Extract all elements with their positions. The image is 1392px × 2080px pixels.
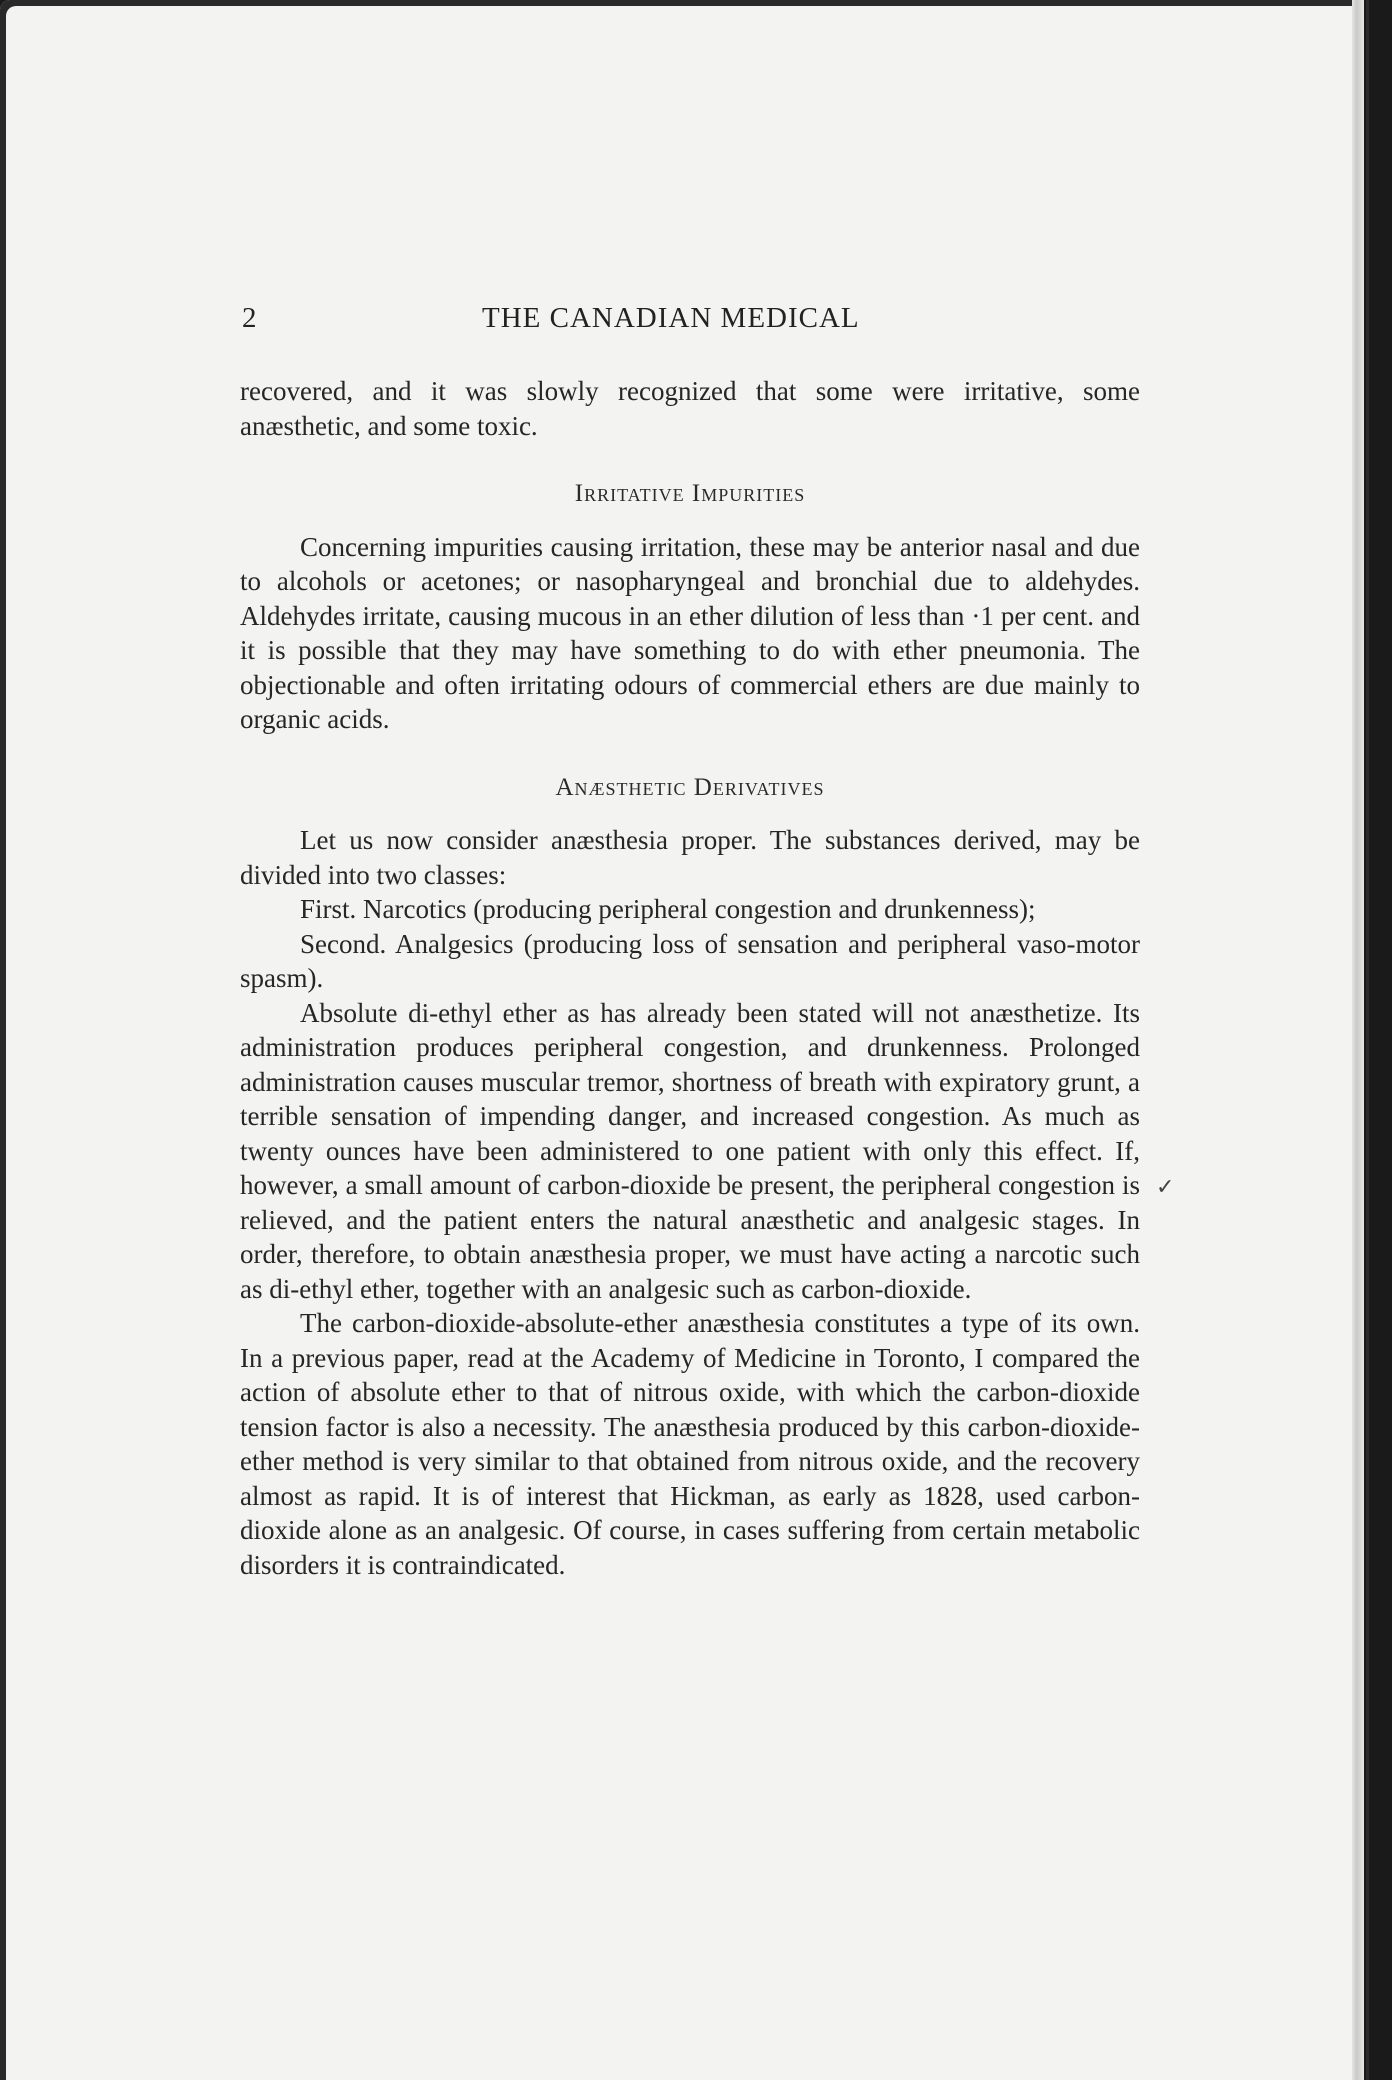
margin-check-mark: ✓ <box>1156 1174 1175 1199</box>
book-spine-line <box>1366 0 1369 2080</box>
page-header <box>242 300 1142 340</box>
body-text <box>240 374 1140 1582</box>
page-number: 2 <box>242 302 257 334</box>
page-edge <box>1352 0 1364 2080</box>
paragraph: Absolute di-ethyl ether as has already been stated will not anæsthetize. Its administration produces peripheral congestion, and drunkenness. Prolonged administration causes muscular tremor, shortness of breath with expiratory grunt, a terrible sensation of impending danger, and increased congestion. As much as twenty ounces have been administered to one patient with only this effect. If, however, a small amount of carbon-dioxide be present, the peripheral congestion is relieved, and the patient enters the natural anæsthetic and analgesic stages. In order, therefore, to obtain anæsthesia proper, we must have acting a narcotic such as di-ethyl ether, together with an analgesic such as carbon-dioxide. <box>240 997 1140 1304</box>
paragraph: Second. Analgesics (producing loss of sensation and peripheral vaso-motor spasm). <box>240 928 1140 993</box>
section-heading-anaesthetic-derivatives: Anæsthetic Derivatives <box>555 773 825 801</box>
intro-paragraph: recovered, and it was slowly recognized that some were irritative, some anæsthetic, and some toxic. <box>240 376 1140 441</box>
running-head: THE CANADIAN MEDICAL <box>482 302 860 334</box>
paragraph: First. Narcotics (producing peripheral congestion and drunkenness); <box>300 894 1036 924</box>
paragraph: Let us now consider anæsthesia proper. The substances derived, may be divided into two classes: <box>240 825 1140 890</box>
section-heading-irritative-impurities: Irritative Impurities <box>574 480 806 507</box>
paragraph: The carbon-dioxide-absolute-ether anæsthesia constitutes a type of its own. In a previous paper, read at the Academy of Medicine in Toronto, I compared the action of absolute ether to that of nitrous oxide, with which the carbon-dioxide tension factor is also a necessity. The anæsthesia produced by this carbon-dioxide-ether method is very similar to that obtained from nitrous oxide, and the recovery almost as rapid. It is of interest that Hickman, as early as 1828, used carbon-dioxide alone as an analgesic. Of course, in cases suffering from certain metabolic disorders it is contraindicated. <box>240 1308 1140 1580</box>
paragraph: Concerning impurities causing irritation, these may be anterior nasal and due to alcohols or acetones; or nasopharyngeal and bronchial due to aldehydes. Aldehydes irritate, causing mucous in an ether dilution of less than ·1 per cent. and it is possible that they may have something to do with ether pneumonia. The objectionable and often irritating odours of commercial ethers are due mainly to organic acids. <box>240 531 1140 734</box>
